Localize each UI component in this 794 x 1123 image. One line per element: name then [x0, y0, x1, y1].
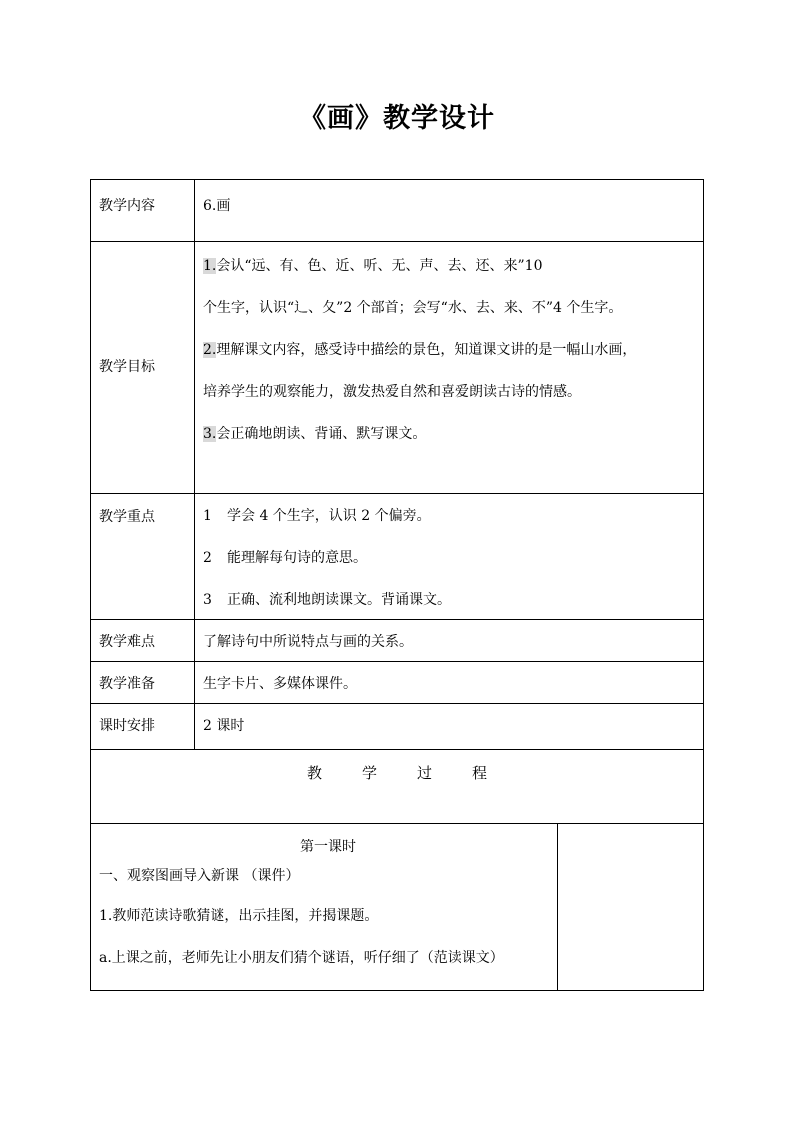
goal-text: 会正确地朗读、背诵、默写课文。	[216, 426, 427, 442]
row-key-points	[91, 494, 703, 620]
row-goals	[91, 242, 703, 494]
lesson-content	[91, 824, 558, 990]
process-heading-char: 程	[472, 764, 488, 782]
row-label: 课时安排	[91, 704, 195, 749]
goal-number: 3.	[203, 426, 217, 442]
row-label: 教学目标	[91, 242, 195, 493]
lesson-plan-table	[90, 179, 704, 991]
row-value: 2 课时	[203, 718, 245, 734]
goals-list	[195, 242, 703, 493]
row-value: 6.画	[203, 198, 231, 214]
page-title: 《画》教学设计	[299, 103, 495, 134]
process-heading-char: 过	[417, 764, 433, 782]
goal-line	[203, 424, 703, 466]
goal-text: 理解课文内容，感受诗中描绘的景色，知道课文讲的是一幅山水画，	[216, 342, 637, 358]
process-heading-char: 教	[306, 764, 322, 782]
goal-line	[203, 382, 703, 424]
row-preparation	[91, 662, 703, 704]
goal-text: 个生字，认识“辶、夂”2 个部首；会写“水、去、来、不”4 个生字。	[203, 300, 623, 316]
key-point-number: 1	[203, 508, 212, 524]
goal-line	[203, 298, 703, 340]
key-point-line	[203, 548, 703, 590]
row-label: 教学准备	[91, 662, 195, 703]
key-point-line	[203, 506, 703, 548]
row-value: 生字卡片、多媒体课件。	[203, 676, 357, 692]
key-point-number: 3	[203, 592, 212, 608]
lesson-title: 第一课时	[300, 839, 356, 855]
row-schedule	[91, 704, 703, 750]
row-process-heading	[91, 750, 703, 824]
goal-text: 会认“远、有、色、近、听、无、声、去、还、来”10	[216, 258, 543, 274]
goal-text: 培养学生的观察能力，激发热爱自然和喜爱朗读古诗的情感。	[203, 384, 581, 400]
goal-number: 1.	[203, 258, 217, 274]
key-point-text: 学会 4 个生字，认识 2 个偏旁。	[227, 508, 431, 524]
lesson-notes-column	[558, 824, 703, 990]
key-point-number: 2	[203, 550, 212, 566]
lesson-line: a.上课之前，老师先让小朋友们猜个谜语，听仔细了（范读课文）	[99, 950, 504, 966]
goal-number: 2.	[203, 342, 217, 358]
row-lesson-one	[91, 824, 703, 990]
goal-line	[203, 340, 703, 382]
lesson-line: 一、观察图画导入新课 （课件）	[99, 868, 300, 884]
row-label: 教学难点	[91, 620, 195, 661]
row-content	[91, 180, 703, 242]
row-label: 教学重点	[91, 494, 195, 619]
process-heading-char: 学	[361, 764, 377, 782]
row-label: 教学内容	[91, 180, 195, 241]
key-points-list	[195, 494, 703, 619]
key-point-text: 能理解每句诗的意思。	[227, 550, 367, 566]
goal-line	[203, 256, 703, 298]
row-value: 了解诗句中所说特点与画的关系。	[203, 634, 413, 650]
lesson-line: 1.教师范读诗歌猜谜，出示挂图，并揭课题。	[99, 908, 379, 924]
row-difficulty	[91, 620, 703, 662]
process-heading	[91, 750, 703, 823]
key-point-text: 正确、流利地朗读课文。背诵课文。	[227, 592, 451, 608]
